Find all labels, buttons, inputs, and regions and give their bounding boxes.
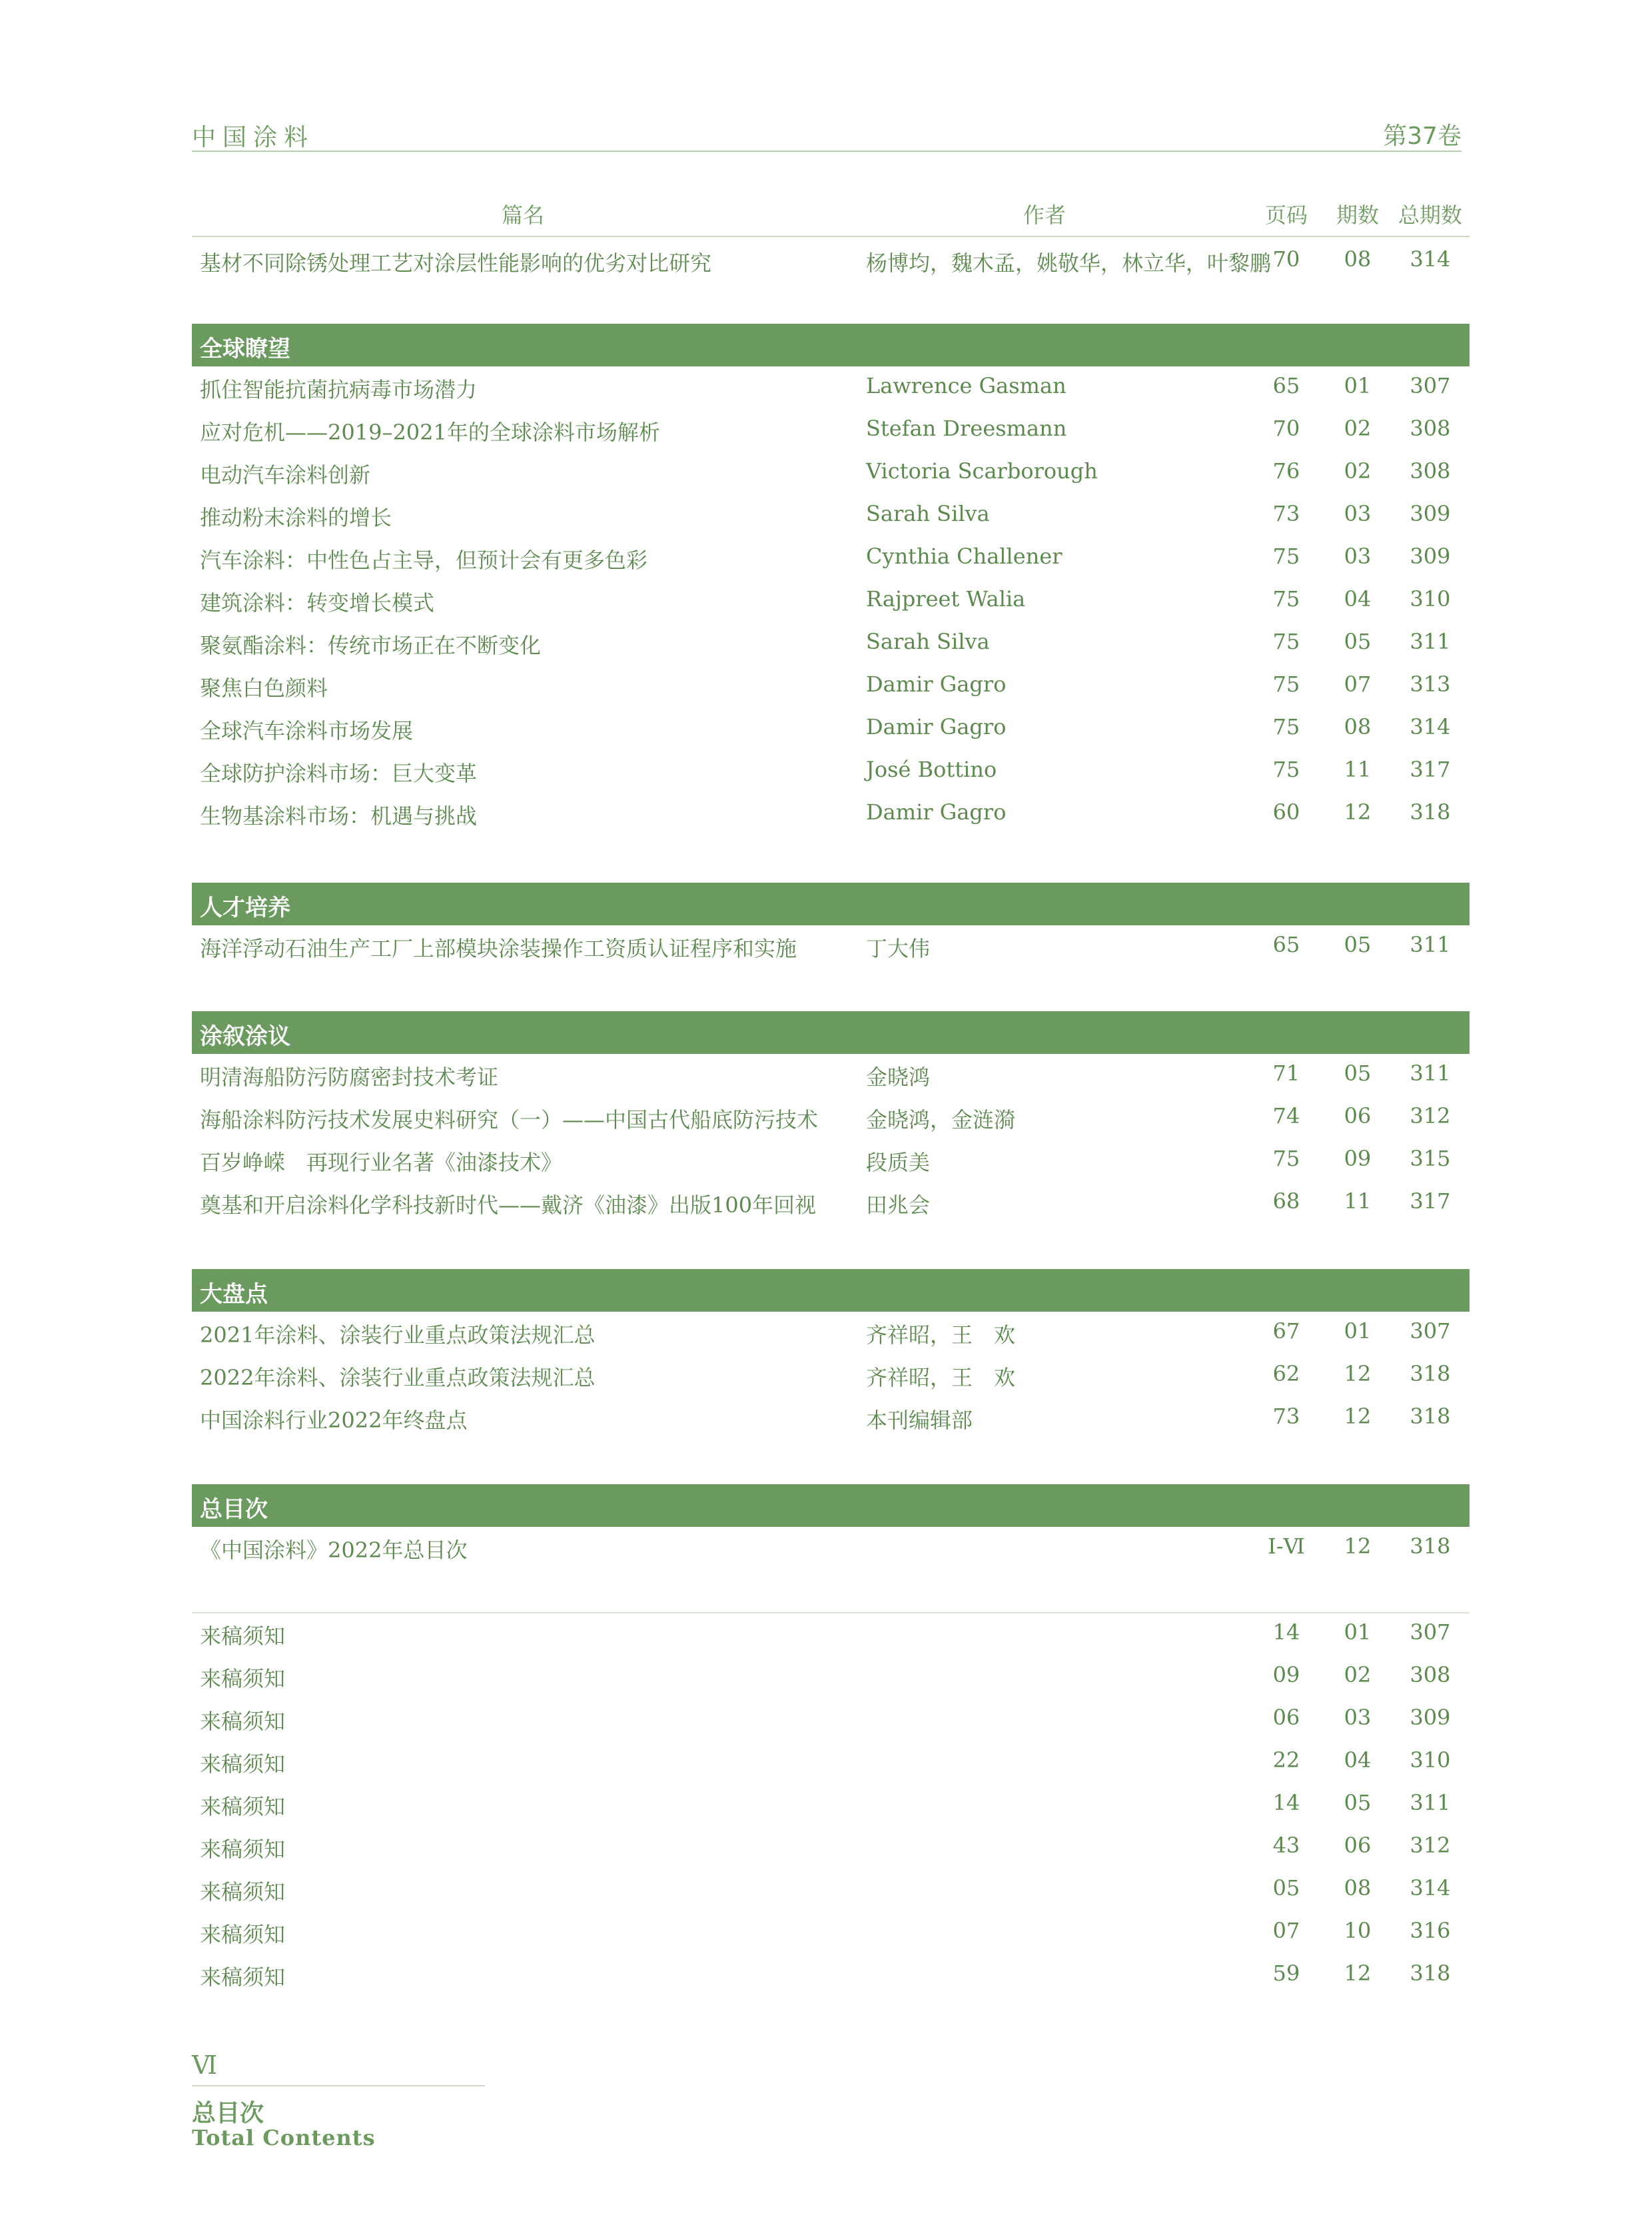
entry-title: 来稿须知 — [200, 1837, 286, 1862]
entry-title: 全球防护涂料市场：巨大变革 — [200, 761, 478, 786]
entry-total: 307 — [1410, 1619, 1451, 1645]
entry-author: 杨博均，魏木孟，姚敬华，林立华，叶黎鹏 — [866, 250, 1272, 276]
entry-page: 65 — [1272, 373, 1300, 398]
entry-total: 317 — [1410, 1188, 1451, 1214]
entry-page: 71 — [1272, 1061, 1300, 1086]
entry-page: 60 — [1272, 799, 1300, 825]
entry-title: 来稿须知 — [200, 1751, 286, 1777]
entry-author: 丁大伟 — [866, 936, 931, 961]
table-row — [192, 665, 1469, 707]
entry-issue: 12 — [1344, 1361, 1372, 1386]
entry-author: Sarah Silva — [866, 629, 990, 654]
entry-title: 应对危机——2019–2021年的全球涂料市场解析 — [200, 420, 660, 445]
entry-page: 75 — [1272, 629, 1300, 654]
entry-total: 316 — [1410, 1918, 1451, 1943]
footer-divider — [192, 2085, 485, 2086]
entry-author: Victoria Scarborough — [866, 458, 1098, 484]
entry-page: 75 — [1272, 544, 1300, 569]
entry-page: Ⅰ-Ⅵ — [1268, 1534, 1305, 1559]
entry-title: 来稿须知 — [200, 1965, 286, 1990]
entry-title: 电动汽车涂料创新 — [200, 462, 371, 488]
table-row — [192, 707, 1469, 750]
section-title: 大盘点 — [200, 1281, 268, 1308]
footer-title-cn: 总目次 — [192, 2100, 264, 2127]
table-row — [192, 750, 1469, 793]
table-row — [192, 1182, 1469, 1224]
entry-title: 海洋浮动石油生产工厂上部模块涂装操作工资质认证程序和实施 — [200, 936, 797, 961]
entry-issue: 11 — [1344, 1188, 1372, 1214]
table-row — [192, 1312, 1469, 1354]
entry-author: 齐祥昭，王 欢 — [866, 1365, 1016, 1390]
entry-total: 307 — [1410, 373, 1451, 398]
entry-total: 311 — [1410, 1061, 1451, 1086]
entry-total: 310 — [1410, 586, 1451, 612]
entry-total: 318 — [1410, 1534, 1451, 1559]
entry-page: 14 — [1272, 1790, 1300, 1815]
table-row — [192, 240, 1469, 282]
table-row — [192, 366, 1469, 409]
entry-issue: 01 — [1344, 1619, 1372, 1645]
entry-total: 309 — [1410, 544, 1451, 569]
entry-total: 309 — [1410, 1705, 1451, 1730]
table-row — [192, 1698, 1469, 1741]
table-row — [192, 1869, 1469, 1911]
entry-author: Lawrence Gasman — [866, 373, 1066, 398]
footer-title-en: Total Contents — [192, 2125, 376, 2150]
entry-page: 75 — [1272, 586, 1300, 612]
entry-page: 09 — [1272, 1662, 1300, 1687]
entry-title: 百岁峥嵘 再现行业名著《油漆技术》 — [200, 1150, 563, 1175]
entry-issue: 10 — [1344, 1918, 1372, 1943]
entry-total: 311 — [1410, 629, 1451, 654]
entry-issue: 01 — [1344, 1318, 1372, 1344]
table-row — [192, 537, 1469, 580]
entry-author: 齐祥昭，王 欢 — [866, 1322, 1016, 1348]
entry-page: 07 — [1272, 1918, 1300, 1943]
volume-label: 第37卷 — [1383, 123, 1461, 150]
entry-title: 海船涂料防污技术发展史料研究（一）——中国古代船底防污技术 — [200, 1107, 819, 1132]
table-row — [192, 580, 1469, 622]
entry-total: 308 — [1410, 1662, 1451, 1687]
entry-total: 309 — [1410, 501, 1451, 526]
entry-total: 308 — [1410, 458, 1451, 484]
entry-page: 67 — [1272, 1318, 1300, 1344]
table-row — [192, 1655, 1469, 1698]
page-header — [192, 113, 1461, 152]
entry-title: 基材不同除锈处理工艺对涂层性能影响的优劣对比研究 — [200, 250, 712, 276]
entry-issue: 08 — [1344, 714, 1372, 739]
entry-title: 来稿须知 — [200, 1794, 286, 1819]
entry-total: 311 — [1410, 1790, 1451, 1815]
entry-author: 本刊编辑部 — [866, 1408, 973, 1433]
entry-total: 314 — [1410, 1875, 1451, 1901]
entry-issue: 12 — [1344, 1534, 1372, 1559]
entry-issue: 06 — [1344, 1833, 1372, 1858]
table-row — [192, 409, 1469, 452]
entry-total: 312 — [1410, 1103, 1451, 1128]
section-title: 总目次 — [200, 1496, 268, 1523]
entry-page: 22 — [1272, 1747, 1300, 1773]
entry-title: 中国涂料行业2022年终盘点 — [200, 1408, 468, 1433]
entry-issue: 02 — [1344, 458, 1372, 484]
entry-issue: 03 — [1344, 501, 1372, 526]
entry-issue: 01 — [1344, 373, 1372, 398]
entry-page: 74 — [1272, 1103, 1300, 1128]
entry-page: 73 — [1272, 1404, 1300, 1429]
entry-author: Rajpreet Walia — [866, 586, 1026, 612]
entry-page: 62 — [1272, 1361, 1300, 1386]
entry-title: 聚焦白色颜料 — [200, 675, 328, 701]
entry-total: 314 — [1410, 246, 1451, 272]
entry-issue: 06 — [1344, 1103, 1372, 1128]
entry-total: 308 — [1410, 416, 1451, 441]
entry-total: 310 — [1410, 1747, 1451, 1773]
table-row — [192, 1954, 1469, 1997]
page-number: Ⅵ — [192, 2050, 218, 2080]
entry-total: 313 — [1410, 671, 1451, 697]
table-row — [192, 1397, 1469, 1440]
section-header — [192, 883, 1469, 925]
entry-author: Stefan Dreesmann — [866, 416, 1067, 441]
entry-total: 318 — [1410, 1361, 1451, 1386]
entry-issue: 08 — [1344, 1875, 1372, 1901]
entry-issue: 12 — [1344, 1404, 1372, 1429]
entry-total: 307 — [1410, 1318, 1451, 1344]
table-row — [192, 925, 1469, 968]
section-header — [192, 1269, 1469, 1312]
entry-author: 金晓鸿 — [866, 1065, 931, 1090]
column-total-header: 总期数 — [1398, 203, 1462, 228]
section-header — [192, 1011, 1469, 1054]
entry-page: 70 — [1272, 416, 1300, 441]
entry-issue: 04 — [1344, 1747, 1372, 1773]
entry-total: 312 — [1410, 1833, 1451, 1858]
entry-page: 06 — [1272, 1705, 1300, 1730]
entry-page: 76 — [1272, 458, 1300, 484]
entry-page: 14 — [1272, 1619, 1300, 1645]
entry-title: 来稿须知 — [200, 1666, 286, 1691]
entry-page: 75 — [1272, 714, 1300, 739]
entry-total: 318 — [1410, 1404, 1451, 1429]
entry-page: 05 — [1272, 1875, 1300, 1901]
entry-author: Cynthia Challener — [866, 544, 1062, 569]
entry-title: 来稿须知 — [200, 1709, 286, 1734]
journal-name: 中国涂料 — [192, 124, 315, 151]
entry-title: 来稿须知 — [200, 1879, 286, 1905]
entry-author: Damir Gagro — [866, 714, 1007, 739]
entry-page: 70 — [1272, 246, 1300, 272]
entry-issue: 09 — [1344, 1146, 1372, 1171]
entry-title: 明清海船防污防腐密封技术考证 — [200, 1065, 499, 1090]
entry-page: 75 — [1272, 757, 1300, 782]
section-header — [192, 324, 1469, 366]
entry-author: 段质美 — [866, 1150, 931, 1175]
entry-issue: 05 — [1344, 1790, 1372, 1815]
entry-author: Damir Gagro — [866, 671, 1007, 697]
table-row — [192, 1783, 1469, 1826]
column-header-row — [192, 193, 1469, 237]
entry-title: 2022年涂料、涂装行业重点政策法规汇总 — [200, 1365, 596, 1390]
entry-page: 73 — [1272, 501, 1300, 526]
entry-page: 68 — [1272, 1188, 1300, 1214]
entry-total: 318 — [1410, 1961, 1451, 1986]
entry-page: 75 — [1272, 1146, 1300, 1171]
section-title: 涂叙涂议 — [200, 1023, 290, 1050]
entry-issue: 02 — [1344, 416, 1372, 441]
entry-author: 金晓鸿，金涟漪 — [866, 1107, 1016, 1132]
entry-issue: 08 — [1344, 246, 1372, 272]
table-row — [192, 1527, 1469, 1569]
entry-title: 来稿须知 — [200, 1922, 286, 1947]
entry-page: 65 — [1272, 932, 1300, 957]
entry-title: 建筑涂料：转变增长模式 — [200, 590, 435, 616]
entry-page: 43 — [1272, 1833, 1300, 1858]
entry-total: 318 — [1410, 799, 1451, 825]
entry-total: 311 — [1410, 932, 1451, 957]
entry-title: 汽车涂料：中性色占主导，但预计会有更多色彩 — [200, 548, 648, 573]
table-row — [192, 1741, 1469, 1783]
entry-author: 田兆会 — [866, 1192, 931, 1218]
column-page-header: 页码 — [1264, 203, 1308, 228]
table-row — [192, 1613, 1469, 1655]
entry-issue: 04 — [1344, 586, 1372, 612]
column-title-header: 篇名 — [501, 203, 544, 228]
table-row — [192, 1354, 1469, 1397]
table-row — [192, 452, 1469, 494]
entry-title: 2021年涂料、涂装行业重点政策法规汇总 — [200, 1322, 596, 1348]
table-row — [192, 793, 1469, 835]
entry-total: 314 — [1410, 714, 1451, 739]
entry-author: Damir Gagro — [866, 799, 1007, 825]
entry-issue: 12 — [1344, 1961, 1372, 1986]
entry-page: 75 — [1272, 671, 1300, 697]
entry-title: 推动粉末涂料的增长 — [200, 505, 392, 530]
entry-issue: 03 — [1344, 1705, 1372, 1730]
entry-issue: 12 — [1344, 799, 1372, 825]
table-row — [192, 622, 1469, 665]
entry-author: José Bottino — [866, 757, 997, 782]
entry-title: 抓住智能抗菌抗病毒市场潜力 — [200, 377, 478, 402]
entry-title: 《中国涂料》2022年总目次 — [200, 1538, 468, 1563]
column-author-header: 作者 — [1023, 203, 1066, 228]
entry-title: 来稿须知 — [200, 1623, 286, 1649]
table-row — [192, 1054, 1469, 1097]
table-row — [192, 1826, 1469, 1869]
section-title: 全球瞭望 — [200, 336, 290, 362]
entry-page: 59 — [1272, 1961, 1300, 1986]
section-title: 人才培养 — [200, 895, 290, 921]
section-header — [192, 1484, 1469, 1527]
column-issue-header: 期数 — [1336, 203, 1379, 228]
entry-issue: 05 — [1344, 629, 1372, 654]
entry-issue: 05 — [1344, 1061, 1372, 1086]
entry-issue: 05 — [1344, 932, 1372, 957]
entry-issue: 03 — [1344, 544, 1372, 569]
entry-title: 聚氨酯涂料：传统市场正在不断变化 — [200, 633, 542, 658]
table-row — [192, 1911, 1469, 1954]
entry-total: 317 — [1410, 757, 1451, 782]
entry-issue: 07 — [1344, 671, 1372, 697]
entry-issue: 02 — [1344, 1662, 1372, 1687]
table-row — [192, 494, 1469, 537]
entry-title: 生物基涂料市场：机遇与挑战 — [200, 803, 478, 829]
entry-title: 奠基和开启涂料化学科技新时代——戴济《油漆》出版100年回视 — [200, 1192, 817, 1218]
entry-title: 全球汽车涂料市场发展 — [200, 718, 414, 743]
entry-total: 315 — [1410, 1146, 1451, 1171]
entry-issue: 11 — [1344, 757, 1372, 782]
table-row — [192, 1097, 1469, 1139]
entry-author: Sarah Silva — [866, 501, 990, 526]
table-row — [192, 1139, 1469, 1182]
